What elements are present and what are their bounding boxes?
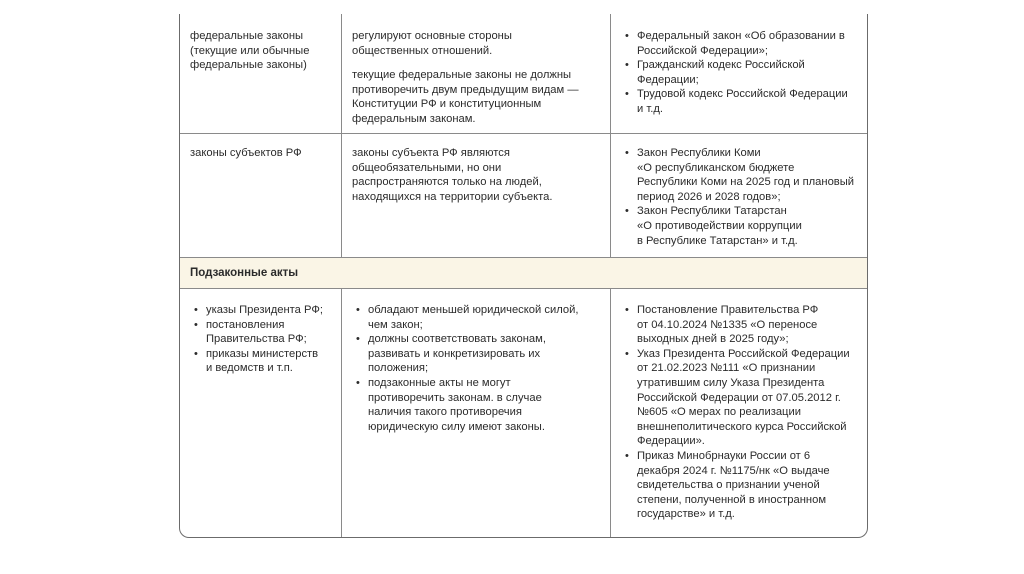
text-line: • Гражданский кодекс Российской: [637, 59, 805, 72]
examples-cell: [611, 134, 867, 257]
text-line: «О республиканском бюджете: [637, 161, 795, 174]
text-line: выходных дней в 2025 году»;: [637, 333, 789, 346]
text-line: находящихся на территории субъекта.: [352, 190, 553, 203]
text-line: Правительства РФ;: [206, 333, 307, 346]
list-item: [621, 449, 859, 522]
text-line: Республики Коми на 2025 год и плановый: [637, 176, 855, 189]
list-item: [352, 376, 602, 434]
description-cell: [342, 14, 611, 133]
text-line: противоречить двум предыдущим видам —: [352, 83, 579, 96]
text-line: декабря 2024 г. №1175/нк «О выдаче: [637, 464, 830, 477]
text-line: • обладают меньшей юридической силой,: [368, 304, 579, 316]
examples-list: [621, 29, 859, 117]
text-line: развивать и конкретизировать их: [368, 347, 541, 360]
description-cell: [342, 289, 611, 537]
examples-list: [621, 146, 859, 248]
text-line: Конституции РФ и конституционным: [352, 98, 542, 111]
text-line: свидетельства о признании ученой: [637, 479, 820, 492]
description-list: [352, 303, 602, 434]
text-line: законы субъектов РФ: [190, 147, 302, 159]
list-item: [352, 303, 602, 332]
list-item: [621, 29, 859, 58]
law-type-cell: [180, 134, 342, 257]
examples-list: [621, 303, 859, 522]
text-line: Российской Федерации»;: [637, 44, 768, 57]
text-line: в Республике Татарстан» и т.д.: [637, 234, 798, 247]
table-row-federal-laws: [180, 14, 867, 134]
text-line: федеральные законы): [190, 59, 307, 72]
text-line: • Приказ Минобрнауки России от 6: [637, 449, 811, 462]
law-type-cell: [180, 289, 342, 537]
text-line: • приказы министерств: [206, 347, 319, 360]
list-item: [190, 318, 333, 347]
text-line: (текущие или обычные: [190, 44, 310, 57]
text-line: • постановления: [206, 318, 285, 331]
text-line: №605 «О мерах по реализации: [637, 406, 801, 419]
text-line: положения;: [368, 362, 429, 375]
text-line: «О противодействии коррупции: [637, 219, 802, 232]
list-item: [190, 303, 333, 318]
examples-cell: [611, 14, 867, 133]
text-line: и ведомств и т.п.: [206, 362, 293, 375]
list-item: [621, 58, 859, 87]
text-line: федеральные законы: [190, 30, 304, 42]
text-line: Российской Федерации от 07.05.2012 г.: [637, 391, 841, 404]
text-line: федеральным законам.: [352, 112, 476, 125]
text-line: • Закон Республики Коми: [637, 147, 761, 159]
text-line: • Указ Президента Российской Федерации: [637, 347, 850, 360]
text-line: • Постановление Правительства РФ: [637, 304, 819, 316]
text-line: общественных отношений.: [352, 44, 493, 57]
table-row-regional-laws: [180, 134, 867, 258]
law-table: [179, 14, 868, 538]
text-line: противоречить законам. в случае: [368, 391, 542, 404]
bylaw-types-list: [190, 303, 333, 376]
text-line: наличия такого противоречия: [368, 406, 522, 419]
text-line: чем закон;: [368, 318, 423, 331]
text-line: государстве» и т.д.: [637, 508, 735, 521]
list-item: [621, 204, 859, 248]
law-type-cell: [180, 14, 342, 133]
text-line: Федерации».: [637, 435, 705, 448]
text-line: юридическую силу имеют законы.: [368, 420, 545, 433]
list-item: [190, 347, 333, 376]
text-line: • Закон Республики Татарстан: [637, 205, 787, 218]
list-item: [621, 87, 859, 116]
section-title: Подзаконные акты: [190, 267, 299, 279]
text-line: • Трудовой кодекс Российской Федерации: [637, 88, 848, 101]
text-line: • Федеральный закон «Об образовании в: [637, 30, 845, 42]
text-line: Федерации;: [637, 73, 699, 86]
text-line: внешнеполитического курса Российской: [637, 420, 847, 433]
list-item: [621, 347, 859, 449]
text-line: утратившим силу Указа Президента: [637, 376, 825, 389]
list-item: [621, 146, 859, 204]
list-item: [352, 332, 602, 376]
description-cell: [342, 134, 611, 257]
list-item: [621, 303, 859, 347]
section-header-row: [180, 258, 867, 289]
table-row-bylaws: [180, 289, 867, 537]
text-line: период 2026 и 2028 годов»;: [637, 190, 781, 203]
text-line: и т.д.: [637, 102, 663, 115]
text-line: • подзаконные акты не могут: [368, 376, 511, 389]
text-line: регулируют основные стороны: [352, 30, 512, 42]
text-line: степени, полученной в иностранном: [637, 493, 827, 506]
text-line: • должны соответствовать законам,: [368, 333, 546, 346]
text-line: от 21.02.2023 №111 «О признании: [637, 362, 816, 375]
text-line: • указы Президента РФ;: [206, 304, 323, 316]
text-line: законы субъекта РФ являются: [352, 147, 510, 159]
text-line: распространяются только на людей,: [352, 176, 542, 189]
examples-cell: [611, 289, 867, 537]
text-line: общеобязательными, но они: [352, 161, 502, 174]
text-line: от 04.10.2024 №1335 «О переносе: [637, 318, 818, 331]
text-line: текущие федеральные законы не должны: [352, 69, 572, 82]
